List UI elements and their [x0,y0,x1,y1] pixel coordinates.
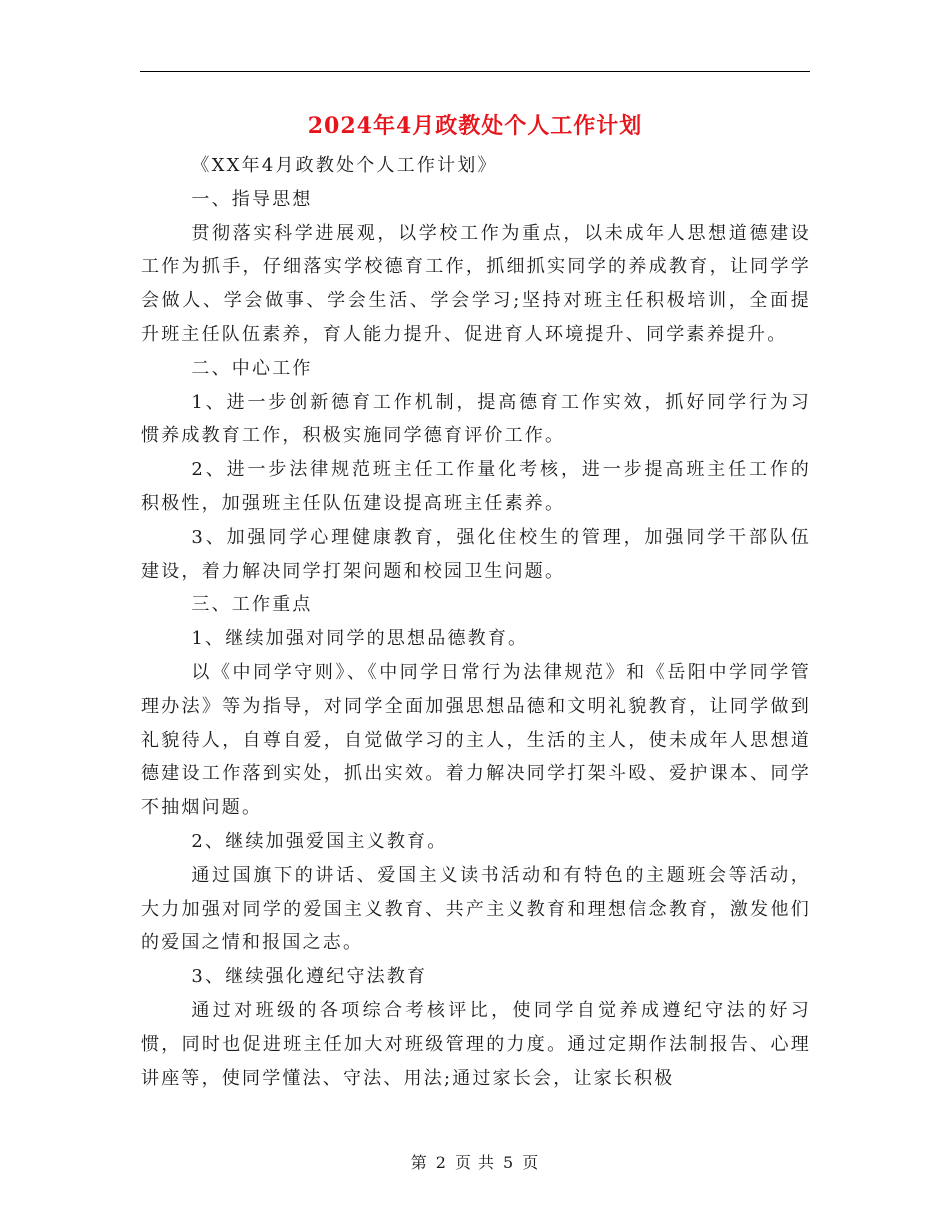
paragraph-core-work-1: 1、进一步创新德育工作机制，提高德育工作实效，抓好同学行为习惯养成教育工作，积极实施同学德育评价工作。 [141,391,811,447]
paragraph-law-education: 通过对班级的各项综合考核评比，使同学自觉养成遵纪守法的好习惯，同时也促进班主任加大对班级管理的力度。通过定期作法制报告、心理讲座等，使同学懂法、守法、用法;通过家长会，让家长积极 [141,999,811,1089]
page-footer [0,1150,950,1173]
header-rule [140,71,810,72]
subheading-patriotic-education: 2、继续加强爱国主义教育。 [191,830,448,852]
footer-prefix: 第 [410,1153,428,1172]
paragraph-patriotic-education: 通过国旗下的讲话、爱国主义读书活动和有特色的主题班会等活动，大力加强对同学的爱国主义教育、共产主义教育和理想信念教育，激发他们的爱国之情和报国之志。 [141,864,811,954]
subheading-moral-education: 1、继续加强对同学的思想品德教育。 [191,628,529,650]
document-title: 2024年4月政教处个人工作计划 [307,113,643,139]
footer-suffix: 页 [522,1153,540,1172]
heading-work-focus: 三、工作重点 [191,594,313,616]
paragraph-core-work-2: 2、进一步法律规范班主任工作量化考核，进一步提高班主任工作的积极性，加强班主任队伍建设提高班主任素养。 [141,459,811,514]
paragraph-guiding-ideology: 贯彻落实科学进展观，以学校工作为重点，以未成年人思想道德建设工作为抓手，仔细落实学校德育工作，抓细抓实同学的养成教育，让同学学会做人、学会做事、学会生活、学会学习;坚持对班主任积极培训，全面提升班主任队伍素养，育人能力提升、促进育人环境提升、同学素养提升。 [141,222,811,345]
heading-core-work: 二、中心工作 [191,357,313,379]
document-body [141,149,811,1095]
footer-total-pages: 5 [503,1153,515,1172]
paragraph-moral-education: 以《中同学守则》、《中同学日常行为法律规范》和《岳阳中学同学管理办法》等为指导，对同学全面加强思想品德和文明礼貌教育，让同学做到礼貌待人，自尊自爱，自觉做学习的主人，生活的主人，使未成年人思想道德建设工作落到实处，抓出实效。着力解决同学打架斗殴、爱护课本、同学不抽烟问题。 [141,661,811,819]
footer-middle: 页 共 [454,1153,496,1172]
paragraph-source-title: 《XX年4月政教处个人工作计划》 [191,155,498,176]
footer-current-page: 2 [435,1153,447,1172]
subheading-law-education: 3、继续强化遵纪守法教育 [191,966,428,988]
paragraph-core-work-3: 3、加强同学心理健康教育，强化住校生的管理，加强同学干部队伍建设，着力解决同学打架问题和校园卫生问题。 [141,526,811,582]
heading-guiding-ideology: 一、指导思想 [191,188,313,210]
